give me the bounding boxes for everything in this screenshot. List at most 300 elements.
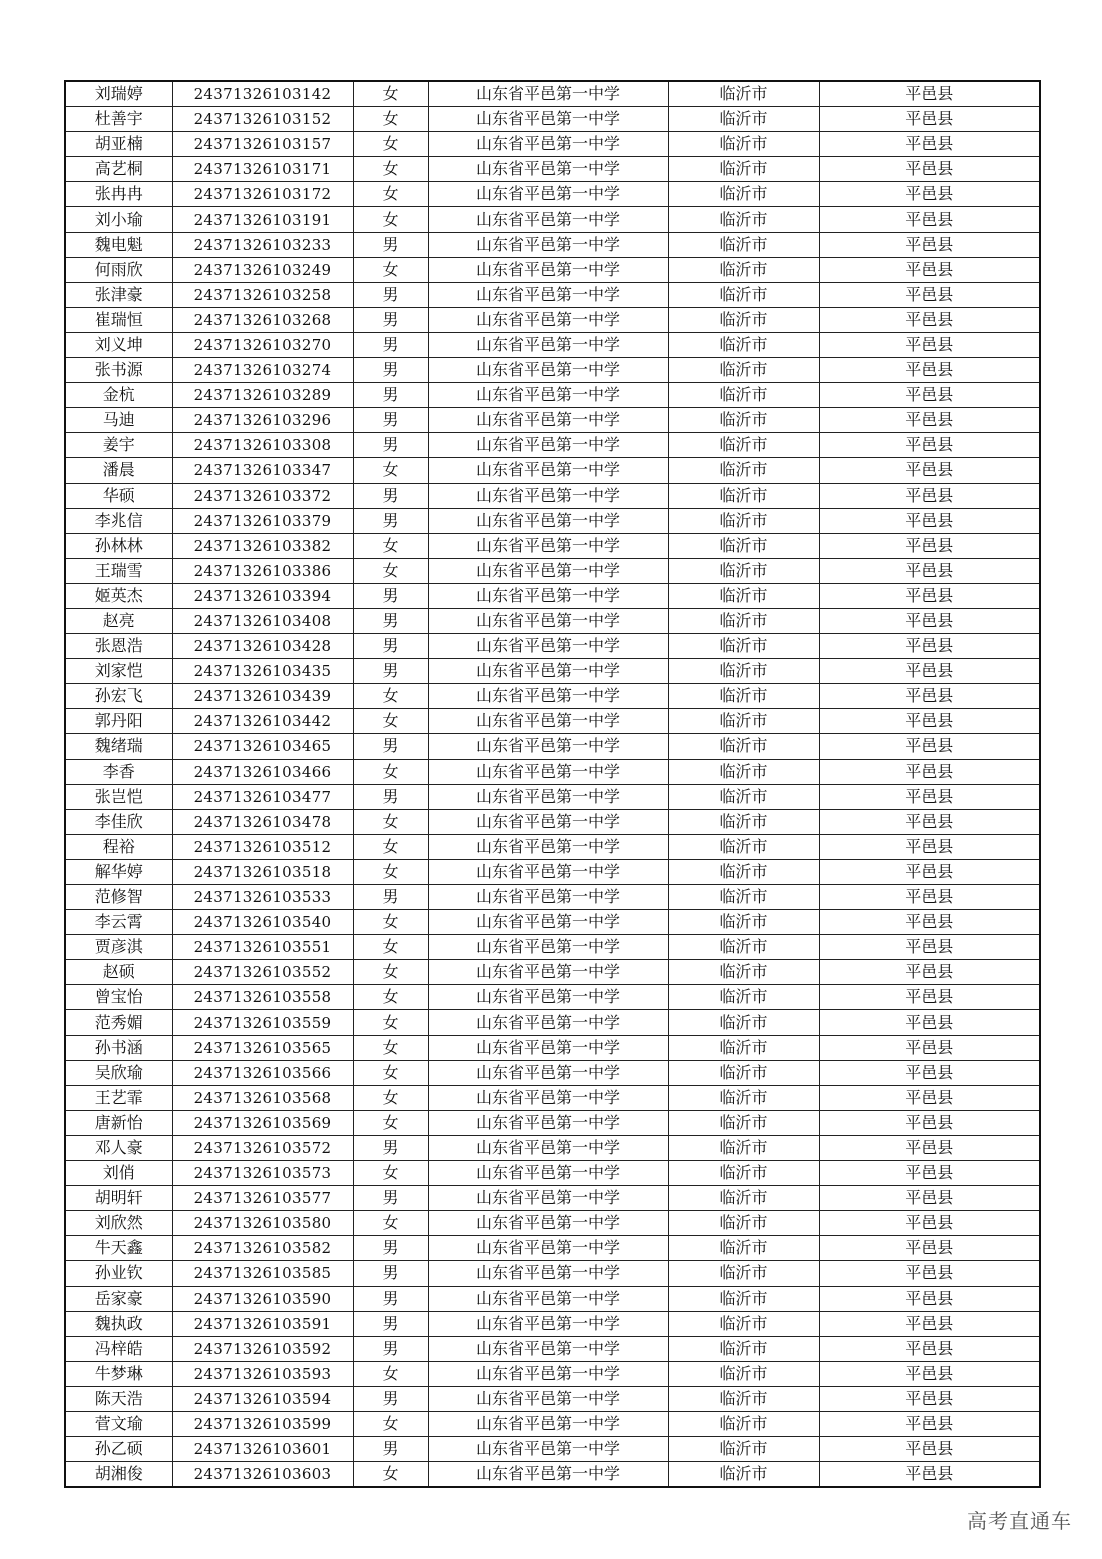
- table-row: [65, 383, 1040, 408]
- table-row: [65, 608, 1040, 633]
- table-row: [65, 985, 1040, 1010]
- city: 临沂市: [668, 483, 819, 508]
- gender: 男: [353, 483, 428, 508]
- county: 平邑县: [819, 1336, 1040, 1361]
- table-row: [65, 408, 1040, 433]
- school-name: 山东省平邑第一中学: [428, 508, 668, 533]
- city: 临沂市: [668, 809, 819, 834]
- city: 临沂市: [668, 634, 819, 659]
- table-row: [65, 935, 1040, 960]
- watermark: 高考直通车: [967, 1509, 1072, 1533]
- student-name: 胡湘俊: [65, 1462, 172, 1488]
- student-name: 王瑞雪: [65, 558, 172, 583]
- table-row: [65, 1386, 1040, 1411]
- city: 临沂市: [668, 1261, 819, 1286]
- county: 平邑县: [819, 81, 1040, 107]
- exam-number: 24371326103270: [172, 332, 353, 357]
- county: 平邑县: [819, 1411, 1040, 1436]
- city: 临沂市: [668, 734, 819, 759]
- exam-number: 24371326103274: [172, 358, 353, 383]
- exam-number: 24371326103594: [172, 1386, 353, 1411]
- student-list-sheet: [64, 80, 1039, 1488]
- county: 平邑县: [819, 533, 1040, 558]
- student-name: 邓人豪: [65, 1135, 172, 1160]
- gender: 女: [353, 1010, 428, 1035]
- school-name: 山东省平邑第一中学: [428, 1085, 668, 1110]
- student-name: 魏执政: [65, 1311, 172, 1336]
- gender: 男: [353, 358, 428, 383]
- school-name: 山东省平邑第一中学: [428, 709, 668, 734]
- exam-number: 24371326103573: [172, 1161, 353, 1186]
- county: 平邑县: [819, 508, 1040, 533]
- exam-number: 24371326103601: [172, 1437, 353, 1462]
- table-row: [65, 1060, 1040, 1085]
- city: 临沂市: [668, 1161, 819, 1186]
- county: 平邑县: [819, 1361, 1040, 1386]
- exam-number: 24371326103152: [172, 107, 353, 132]
- city: 临沂市: [668, 935, 819, 960]
- exam-number: 24371326103559: [172, 1010, 353, 1035]
- county: 平邑县: [819, 182, 1040, 207]
- city: 临沂市: [668, 834, 819, 859]
- student-name: 范秀媚: [65, 1010, 172, 1035]
- city: 临沂市: [668, 1286, 819, 1311]
- county: 平邑县: [819, 1135, 1040, 1160]
- city: 临沂市: [668, 608, 819, 633]
- table-row: [65, 1161, 1040, 1186]
- exam-number: 24371326103157: [172, 132, 353, 157]
- school-name: 山东省平邑第一中学: [428, 1261, 668, 1286]
- student-name: 胡亚楠: [65, 132, 172, 157]
- school-name: 山东省平邑第一中学: [428, 282, 668, 307]
- city: 临沂市: [668, 358, 819, 383]
- student-name: 郭丹阳: [65, 709, 172, 734]
- county: 平邑县: [819, 107, 1040, 132]
- student-name: 崔瑞恒: [65, 307, 172, 332]
- exam-number: 24371326103435: [172, 659, 353, 684]
- table-row: [65, 885, 1040, 910]
- table-row: [65, 232, 1040, 257]
- gender: 男: [353, 408, 428, 433]
- school-name: 山东省平邑第一中学: [428, 182, 668, 207]
- exam-number: 24371326103540: [172, 910, 353, 935]
- exam-number: 24371326103585: [172, 1261, 353, 1286]
- student-name: 赵硕: [65, 960, 172, 985]
- school-name: 山东省平邑第一中学: [428, 684, 668, 709]
- table-row: [65, 859, 1040, 884]
- county: 平邑县: [819, 910, 1040, 935]
- table-row: [65, 508, 1040, 533]
- student-name: 孙书涵: [65, 1035, 172, 1060]
- student-name: 刘小瑜: [65, 207, 172, 232]
- gender: 女: [353, 709, 428, 734]
- school-name: 山东省平邑第一中学: [428, 809, 668, 834]
- student-name: 张津豪: [65, 282, 172, 307]
- table-row: [65, 157, 1040, 182]
- gender: 男: [353, 1286, 428, 1311]
- table-row: [65, 1110, 1040, 1135]
- table-row: [65, 1311, 1040, 1336]
- gender: 男: [353, 1135, 428, 1160]
- county: 平邑县: [819, 232, 1040, 257]
- gender: 女: [353, 558, 428, 583]
- county: 平邑县: [819, 859, 1040, 884]
- city: 临沂市: [668, 1035, 819, 1060]
- gender: 男: [353, 1437, 428, 1462]
- table-row: [65, 307, 1040, 332]
- student-name: 姜宇: [65, 433, 172, 458]
- exam-number: 24371326103171: [172, 157, 353, 182]
- county: 平邑县: [819, 1261, 1040, 1286]
- student-name: 刘欣然: [65, 1211, 172, 1236]
- student-name: 赵亮: [65, 608, 172, 633]
- gender: 女: [353, 1085, 428, 1110]
- table-row: [65, 784, 1040, 809]
- city: 临沂市: [668, 157, 819, 182]
- table-row: [65, 1135, 1040, 1160]
- city: 临沂市: [668, 433, 819, 458]
- county: 平邑县: [819, 1110, 1040, 1135]
- city: 临沂市: [668, 583, 819, 608]
- school-name: 山东省平邑第一中学: [428, 834, 668, 859]
- school-name: 山东省平邑第一中学: [428, 1236, 668, 1261]
- school-name: 山东省平邑第一中学: [428, 1211, 668, 1236]
- county: 平邑县: [819, 1211, 1040, 1236]
- gender: 男: [353, 734, 428, 759]
- table-row: [65, 458, 1040, 483]
- student-name: 马迪: [65, 408, 172, 433]
- exam-number: 24371326103477: [172, 784, 353, 809]
- gender: 女: [353, 910, 428, 935]
- table-row: [65, 583, 1040, 608]
- gender: 男: [353, 583, 428, 608]
- school-name: 山东省平邑第一中学: [428, 433, 668, 458]
- school-name: 山东省平邑第一中学: [428, 307, 668, 332]
- gender: 女: [353, 257, 428, 282]
- city: 临沂市: [668, 1060, 819, 1085]
- county: 平邑县: [819, 157, 1040, 182]
- gender: 女: [353, 985, 428, 1010]
- exam-number: 24371326103382: [172, 533, 353, 558]
- table-row: [65, 1035, 1040, 1060]
- city: 临沂市: [668, 332, 819, 357]
- gender: 男: [353, 1311, 428, 1336]
- table-row: [65, 107, 1040, 132]
- table-row: [65, 558, 1040, 583]
- student-name: 刘义坤: [65, 332, 172, 357]
- table-row: [65, 1236, 1040, 1261]
- exam-number: 24371326103569: [172, 1110, 353, 1135]
- city: 临沂市: [668, 1386, 819, 1411]
- city: 临沂市: [668, 1236, 819, 1261]
- county: 平邑县: [819, 985, 1040, 1010]
- exam-number: 24371326103590: [172, 1286, 353, 1311]
- student-name: 孙业钦: [65, 1261, 172, 1286]
- city: 临沂市: [668, 1336, 819, 1361]
- city: 临沂市: [668, 1411, 819, 1436]
- county: 平邑县: [819, 1311, 1040, 1336]
- county: 平邑县: [819, 358, 1040, 383]
- gender: 女: [353, 81, 428, 107]
- city: 临沂市: [668, 107, 819, 132]
- student-name: 张岂恺: [65, 784, 172, 809]
- county: 平邑县: [819, 1462, 1040, 1488]
- county: 平邑县: [819, 684, 1040, 709]
- student-name: 何雨欣: [65, 257, 172, 282]
- exam-number: 24371326103533: [172, 885, 353, 910]
- gender: 女: [353, 935, 428, 960]
- city: 临沂市: [668, 257, 819, 282]
- gender: 男: [353, 608, 428, 633]
- exam-number: 24371326103478: [172, 809, 353, 834]
- table-row: [65, 433, 1040, 458]
- county: 平邑县: [819, 332, 1040, 357]
- student-name: 范修智: [65, 885, 172, 910]
- city: 临沂市: [668, 307, 819, 332]
- student-name: 吴欣瑜: [65, 1060, 172, 1085]
- school-name: 山东省平邑第一中学: [428, 1411, 668, 1436]
- exam-number: 24371326103465: [172, 734, 353, 759]
- county: 平邑县: [819, 207, 1040, 232]
- school-name: 山东省平邑第一中学: [428, 734, 668, 759]
- table-row: [65, 1336, 1040, 1361]
- gender: 女: [353, 132, 428, 157]
- city: 临沂市: [668, 383, 819, 408]
- exam-number: 24371326103558: [172, 985, 353, 1010]
- student-name: 李佳欣: [65, 809, 172, 834]
- gender: 女: [353, 960, 428, 985]
- school-name: 山东省平邑第一中学: [428, 1035, 668, 1060]
- school-name: 山东省平邑第一中学: [428, 207, 668, 232]
- student-name: 华硕: [65, 483, 172, 508]
- table-row: [65, 81, 1040, 107]
- school-name: 山东省平邑第一中学: [428, 634, 668, 659]
- table-row: [65, 1462, 1040, 1488]
- county: 平邑县: [819, 1437, 1040, 1462]
- exam-number: 24371326103518: [172, 859, 353, 884]
- student-name: 杜善宇: [65, 107, 172, 132]
- school-name: 山东省平邑第一中学: [428, 1336, 668, 1361]
- student-name: 李兆信: [65, 508, 172, 533]
- school-name: 山东省平邑第一中学: [428, 910, 668, 935]
- exam-number: 24371326103603: [172, 1462, 353, 1488]
- county: 平邑县: [819, 458, 1040, 483]
- exam-number: 24371326103442: [172, 709, 353, 734]
- gender: 女: [353, 1110, 428, 1135]
- gender: 男: [353, 383, 428, 408]
- table-row: [65, 1261, 1040, 1286]
- city: 临沂市: [668, 684, 819, 709]
- county: 平邑县: [819, 1010, 1040, 1035]
- county: 平邑县: [819, 1035, 1040, 1060]
- gender: 女: [353, 1411, 428, 1436]
- student-name: 孙乙硕: [65, 1437, 172, 1462]
- gender: 男: [353, 508, 428, 533]
- table-body: [65, 81, 1040, 1487]
- county: 平邑县: [819, 583, 1040, 608]
- gender: 女: [353, 1161, 428, 1186]
- table-row: [65, 1186, 1040, 1211]
- gender: 女: [353, 1462, 428, 1488]
- county: 平邑县: [819, 383, 1040, 408]
- student-name: 胡明轩: [65, 1186, 172, 1211]
- city: 临沂市: [668, 960, 819, 985]
- table-row: [65, 910, 1040, 935]
- exam-number: 24371326103466: [172, 759, 353, 784]
- school-name: 山东省平邑第一中学: [428, 1060, 668, 1085]
- gender: 男: [353, 1386, 428, 1411]
- city: 临沂市: [668, 182, 819, 207]
- city: 临沂市: [668, 859, 819, 884]
- student-name: 岳家豪: [65, 1286, 172, 1311]
- city: 临沂市: [668, 207, 819, 232]
- county: 平邑县: [819, 257, 1040, 282]
- city: 临沂市: [668, 985, 819, 1010]
- exam-number: 24371326103591: [172, 1311, 353, 1336]
- gender: 女: [353, 107, 428, 132]
- student-name: 魏电魁: [65, 232, 172, 257]
- county: 平邑县: [819, 1161, 1040, 1186]
- school-name: 山东省平邑第一中学: [428, 1361, 668, 1386]
- exam-number: 24371326103599: [172, 1411, 353, 1436]
- county: 平邑县: [819, 1236, 1040, 1261]
- student-name: 姬英杰: [65, 583, 172, 608]
- school-name: 山东省平邑第一中学: [428, 1311, 668, 1336]
- city: 临沂市: [668, 885, 819, 910]
- table-row: [65, 1411, 1040, 1436]
- school-name: 山东省平邑第一中学: [428, 257, 668, 282]
- school-name: 山东省平邑第一中学: [428, 132, 668, 157]
- table-row: [65, 1211, 1040, 1236]
- exam-number: 24371326103572: [172, 1135, 353, 1160]
- school-name: 山东省平邑第一中学: [428, 935, 668, 960]
- exam-number: 24371326103191: [172, 207, 353, 232]
- exam-number: 24371326103592: [172, 1336, 353, 1361]
- student-name: 曾宝怡: [65, 985, 172, 1010]
- school-name: 山东省平邑第一中学: [428, 232, 668, 257]
- table-row: [65, 1010, 1040, 1035]
- city: 临沂市: [668, 1311, 819, 1336]
- gender: 女: [353, 1211, 428, 1236]
- gender: 女: [353, 834, 428, 859]
- table-row: [65, 1286, 1040, 1311]
- gender: 男: [353, 1261, 428, 1286]
- table-row: [65, 257, 1040, 282]
- student-name: 张冉冉: [65, 182, 172, 207]
- county: 平邑县: [819, 483, 1040, 508]
- city: 临沂市: [668, 458, 819, 483]
- school-name: 山东省平邑第一中学: [428, 1437, 668, 1462]
- school-name: 山东省平邑第一中学: [428, 107, 668, 132]
- gender: 男: [353, 659, 428, 684]
- city: 临沂市: [668, 1110, 819, 1135]
- table-row: [65, 634, 1040, 659]
- school-name: 山东省平邑第一中学: [428, 1110, 668, 1135]
- exam-number: 24371326103512: [172, 834, 353, 859]
- school-name: 山东省平邑第一中学: [428, 558, 668, 583]
- county: 平邑县: [819, 282, 1040, 307]
- table-row: [65, 834, 1040, 859]
- gender: 女: [353, 157, 428, 182]
- gender: 女: [353, 1035, 428, 1060]
- county: 平邑县: [819, 885, 1040, 910]
- student-name: 陈天浩: [65, 1386, 172, 1411]
- city: 临沂市: [668, 282, 819, 307]
- gender: 男: [353, 282, 428, 307]
- city: 临沂市: [668, 1211, 819, 1236]
- county: 平邑县: [819, 709, 1040, 734]
- exam-number: 24371326103258: [172, 282, 353, 307]
- exam-number: 24371326103593: [172, 1361, 353, 1386]
- exam-number: 24371326103347: [172, 458, 353, 483]
- exam-number: 24371326103551: [172, 935, 353, 960]
- county: 平邑县: [819, 935, 1040, 960]
- student-name: 刘俏: [65, 1161, 172, 1186]
- gender: 男: [353, 232, 428, 257]
- exam-number: 24371326103577: [172, 1186, 353, 1211]
- exam-number: 24371326103428: [172, 634, 353, 659]
- county: 平邑县: [819, 634, 1040, 659]
- table-row: [65, 282, 1040, 307]
- gender: 女: [353, 759, 428, 784]
- table-row: [65, 1361, 1040, 1386]
- table-row: [65, 809, 1040, 834]
- county: 平邑县: [819, 132, 1040, 157]
- county: 平邑县: [819, 1286, 1040, 1311]
- student-name: 李云霄: [65, 910, 172, 935]
- county: 平邑县: [819, 1186, 1040, 1211]
- table-row: [65, 132, 1040, 157]
- school-name: 山东省平邑第一中学: [428, 608, 668, 633]
- school-name: 山东省平邑第一中学: [428, 759, 668, 784]
- city: 临沂市: [668, 408, 819, 433]
- school-name: 山东省平邑第一中学: [428, 1386, 668, 1411]
- exam-number: 24371326103379: [172, 508, 353, 533]
- city: 临沂市: [668, 784, 819, 809]
- school-name: 山东省平邑第一中学: [428, 332, 668, 357]
- school-name: 山东省平邑第一中学: [428, 533, 668, 558]
- school-name: 山东省平邑第一中学: [428, 583, 668, 608]
- county: 平邑县: [819, 433, 1040, 458]
- city: 临沂市: [668, 1010, 819, 1035]
- city: 临沂市: [668, 232, 819, 257]
- county: 平邑县: [819, 558, 1040, 583]
- exam-number: 24371326103233: [172, 232, 353, 257]
- gender: 女: [353, 458, 428, 483]
- exam-number: 24371326103249: [172, 257, 353, 282]
- student-name: 高艺桐: [65, 157, 172, 182]
- table-row: [65, 182, 1040, 207]
- gender: 男: [353, 885, 428, 910]
- student-name: 孙宏飞: [65, 684, 172, 709]
- school-name: 山东省平邑第一中学: [428, 985, 668, 1010]
- student-name: 王艺霏: [65, 1085, 172, 1110]
- school-name: 山东省平邑第一中学: [428, 1186, 668, 1211]
- table-row: [65, 1085, 1040, 1110]
- student-name: 张恩浩: [65, 634, 172, 659]
- exam-number: 24371326103552: [172, 960, 353, 985]
- gender: 男: [353, 307, 428, 332]
- county: 平邑县: [819, 809, 1040, 834]
- school-name: 山东省平邑第一中学: [428, 157, 668, 182]
- exam-number: 24371326103568: [172, 1085, 353, 1110]
- city: 临沂市: [668, 1361, 819, 1386]
- table-row: [65, 759, 1040, 784]
- school-name: 山东省平邑第一中学: [428, 885, 668, 910]
- city: 临沂市: [668, 1462, 819, 1488]
- exam-number: 24371326103308: [172, 433, 353, 458]
- school-name: 山东省平邑第一中学: [428, 1286, 668, 1311]
